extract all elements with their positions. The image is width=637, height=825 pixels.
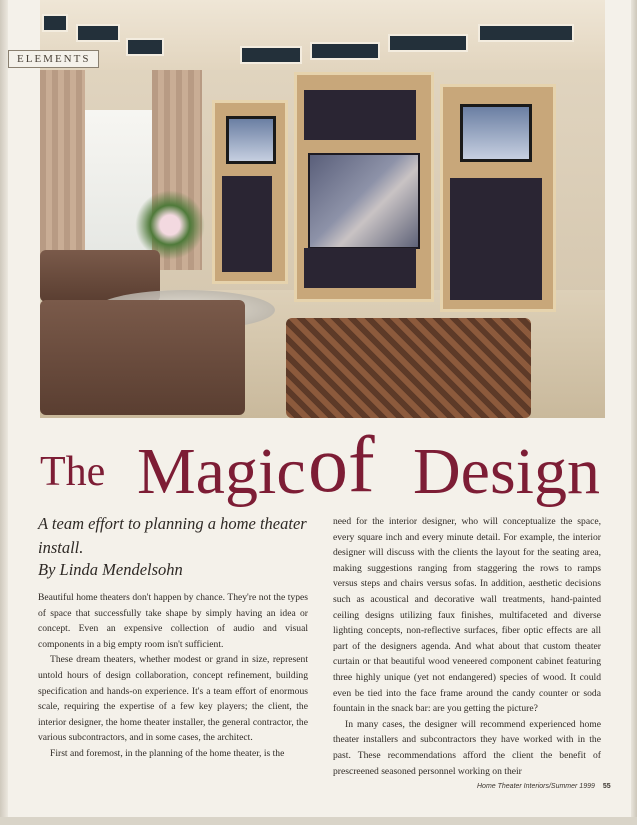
left-tv [226,116,276,164]
page-number: 55 [602,783,611,790]
paragraph: These dream theaters, whether modest or grand in size, represent untold hours of design collaboration, concept refinement, building specification and hands-on experience. It's a team effort of enormous scale, requiring the expertise of a few key players; the client, the interior designer, the home theater installer, the general contractor, the various subcontractors, and in some cases, the architect. [38,654,308,744]
page-edge-left [0,0,8,825]
projection-screen [308,153,420,249]
paragraph: Beautiful home theaters don't happen by chance. They're not the types of space that successfully take shape by simply having an idea or concept. Even an expensive collection of audio and visual components in a big empty room isn't sufficient. [38,592,308,650]
armchair-left [40,300,245,415]
center-cabinet-base [304,248,416,288]
right-cabinet-panel [450,178,542,300]
paragraph: need for the interior designer, who will conceptualize the space, every square inch and every minute detail. For example, the interior designer will discuss with the clients the layout for the seating area, making suggestions ranging from staggering the rows to ramps versus steps and chairs versus sofas. In addition, aesthetic decisions such as acoustical and decorative wall treatments, hand-painted ceiling designs utilizing faux finishes, multifaceted and diverse lighting concepts, non-reflective surfaces, fiber optic effects are all part of the designers agenda. And what about that custom theater curtain or that beautiful wood veneered component cabinet featuring three highly unique (yet not endangered) species of wood. It could even be tied into the face frame around the candy counter or soda fountain in the snack bar: are you getting the picture? [333,516,601,715]
page-edge-right [631,0,637,825]
title-word-the: The [40,449,106,495]
curtain-left [40,70,85,270]
section-tag: ELEMENTS [8,50,99,68]
right-tv [460,104,532,162]
center-cabinet-shelves [304,90,416,140]
paragraph: In many cases, the designer will recommend experienced home theater installers and subcontractors they have worked with in the past. These recommendations afford the client the benefit of prescreened seasoned personnel working on their [333,718,601,777]
byline: By Linda Mendelsohn [38,560,183,579]
clerestory-window [126,38,164,56]
paragraph: First and foremost, in the planning of the home theater, is the [50,747,285,759]
patterned-armchair [286,318,531,418]
page-footer [477,783,611,790]
title-word-of: of [308,421,375,509]
clerestory-window [240,46,302,64]
title-word-magic: Magic [137,435,306,508]
clerestory-window [76,24,120,42]
article-deck: A team effort to planning a home theater install. [38,514,307,557]
body-column-2 [333,514,601,779]
clerestory-window [478,24,574,42]
clerestory-window [388,34,468,52]
body-column-1 [38,590,308,762]
clerestory-window [42,14,68,32]
page-edge-bottom [0,817,637,825]
title-word-design: Design [413,435,600,508]
left-cabinet-panel [222,176,272,272]
hero-photo [40,0,605,418]
clerestory-window [310,42,380,60]
publication-name: Home Theater Interiors/Summer 1999 [477,783,595,790]
article-title [40,420,605,510]
